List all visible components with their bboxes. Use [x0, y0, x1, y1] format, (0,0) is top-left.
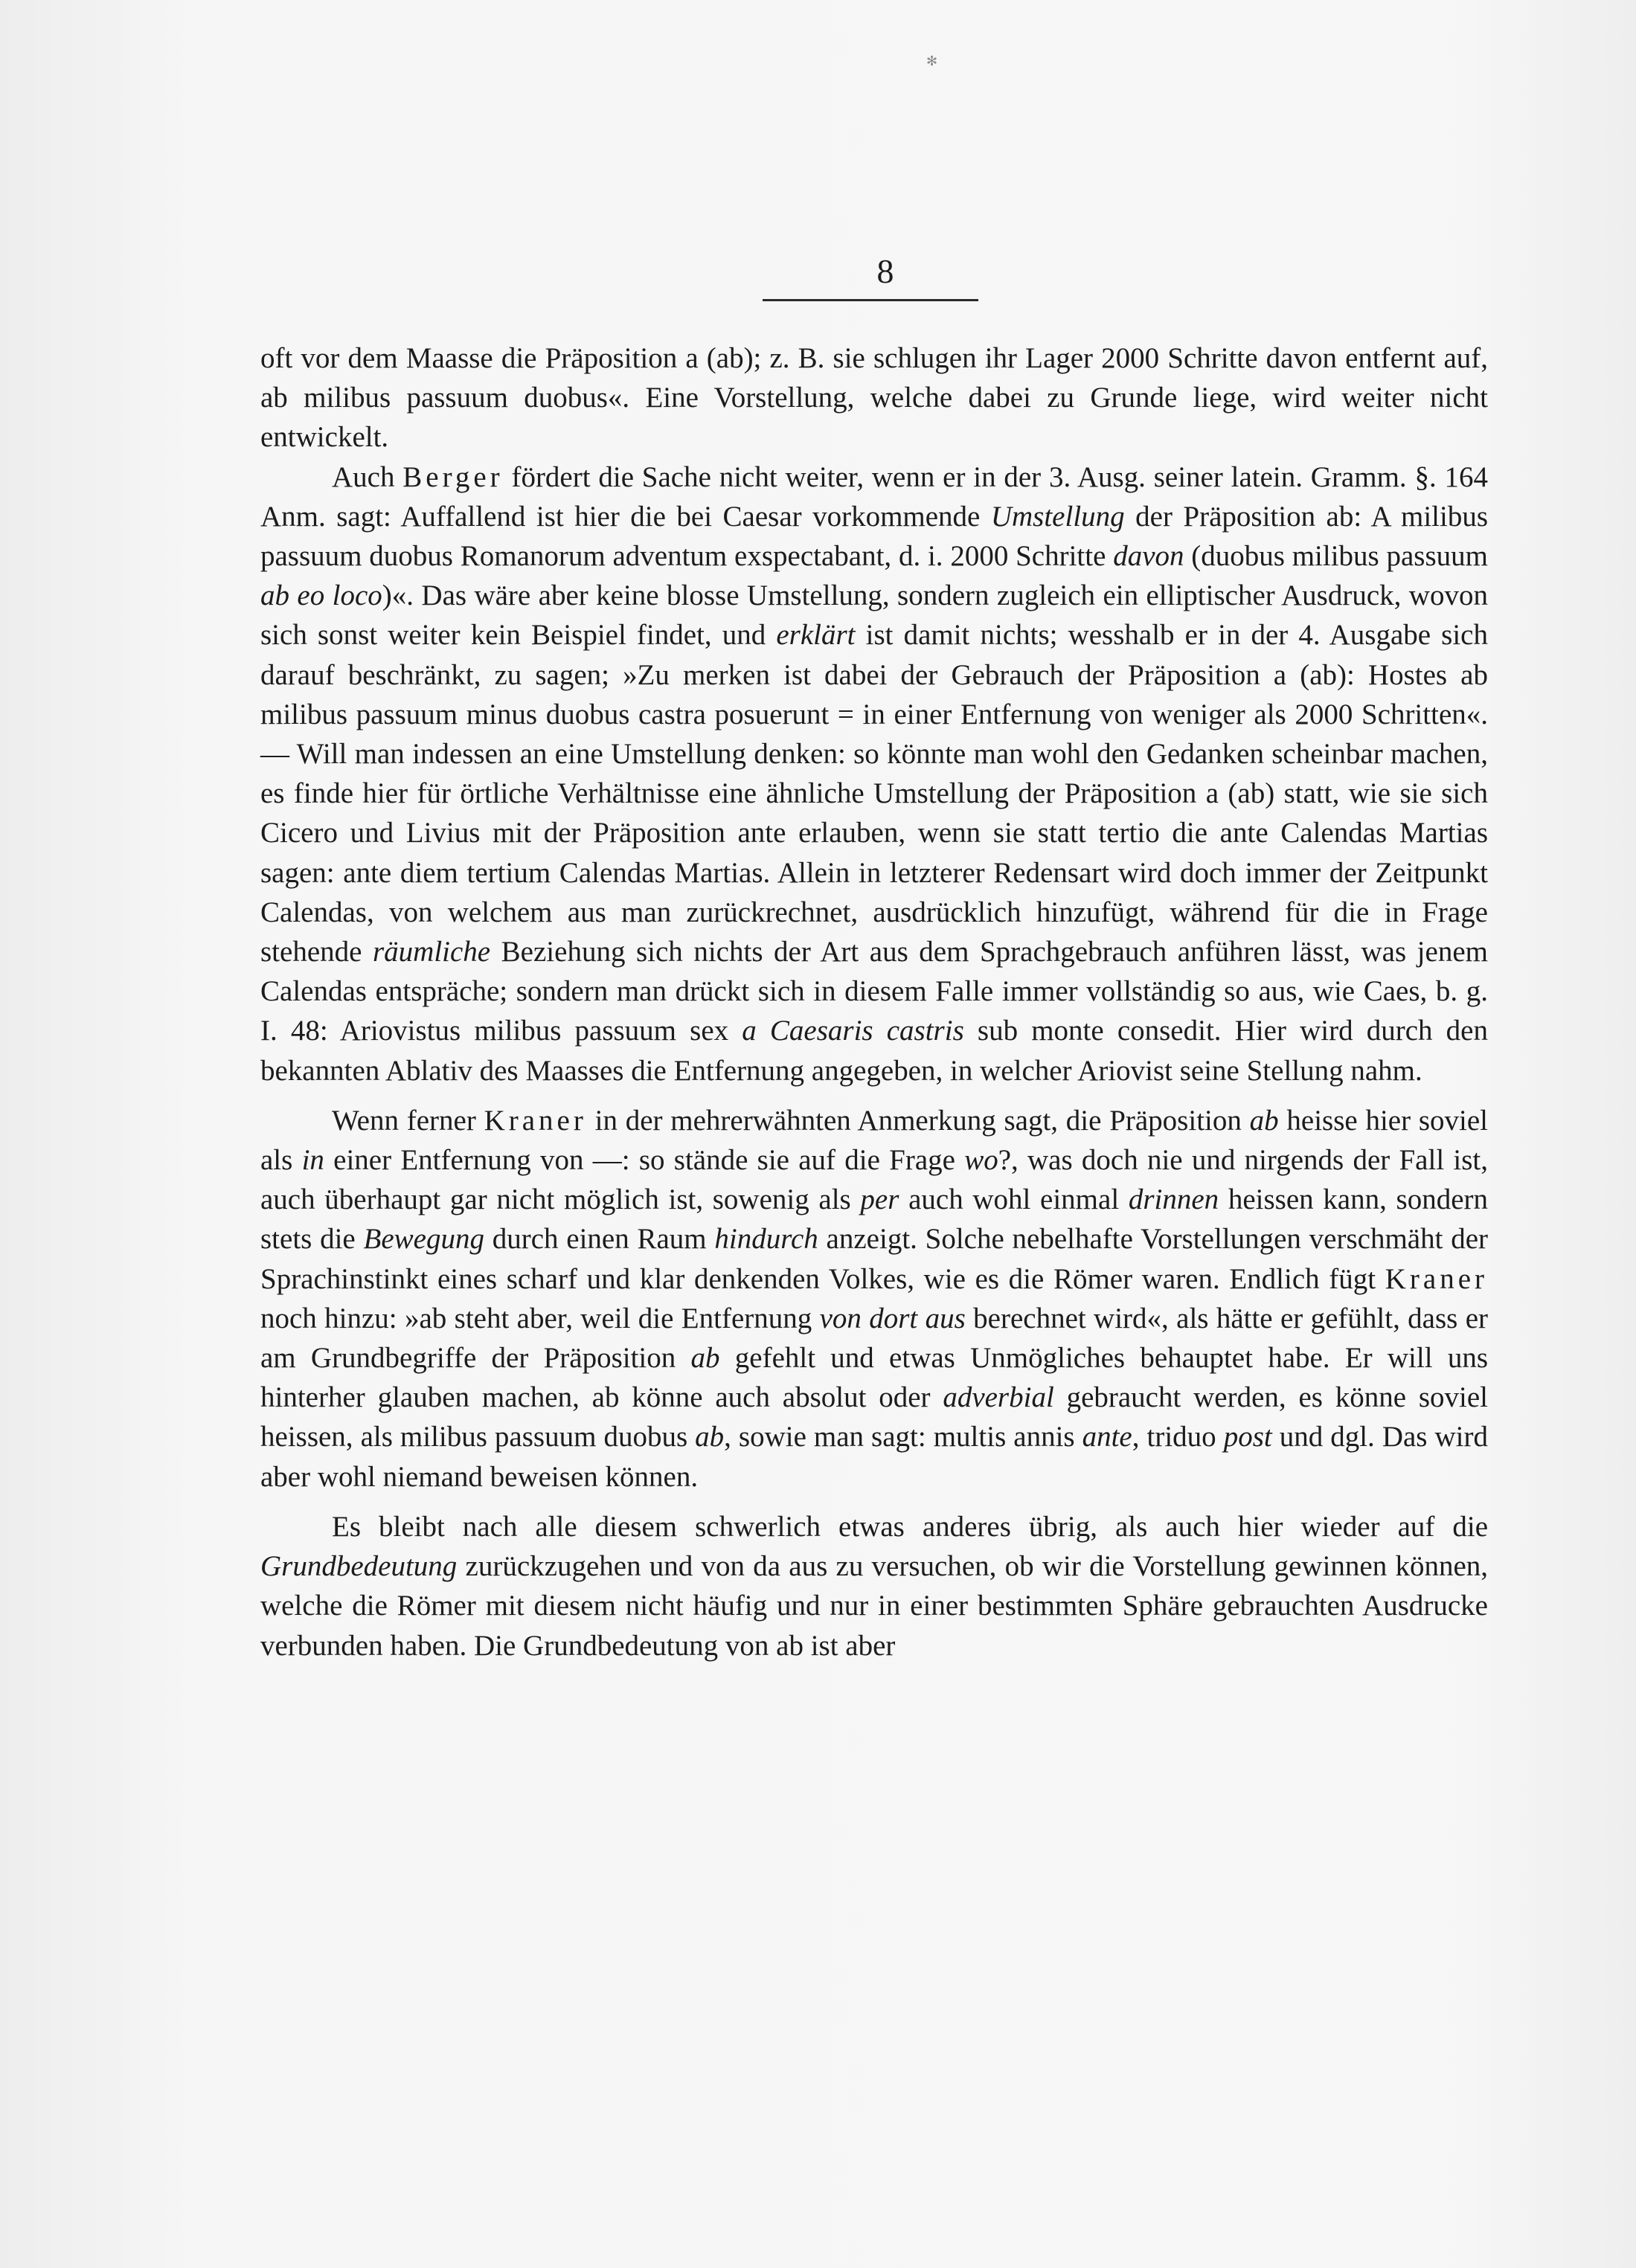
- emphasis-text: in: [301, 1144, 324, 1177]
- emphasis-text: post: [1223, 1421, 1272, 1453]
- emphasis-text: adverbial: [943, 1381, 1054, 1414]
- text-run: (duobus milibus passuum: [1184, 540, 1488, 573]
- author-name: Kraner: [484, 1104, 587, 1137]
- author-name: Berger: [402, 460, 504, 493]
- emphasis-text: Grundbedeutung: [260, 1550, 458, 1583]
- emphasis-text: Bewegung: [363, 1223, 484, 1256]
- emphasis-text: a Caesaris castris: [742, 1015, 964, 1047]
- emphasis-text: erklärt: [776, 619, 856, 652]
- paragraph-4: [260, 1507, 1488, 1665]
- ink-speck: ✻: [926, 54, 938, 69]
- emphasis-text: wo: [964, 1144, 998, 1177]
- emphasis-text: ab: [695, 1421, 725, 1453]
- text-run: ?, was doch nie und nirgends der Fall ist, auch überhaupt gar nicht möglich ist, sowenig als: [260, 1144, 1489, 1216]
- text-run: zurückzugehen und von da aus zu versuchen, ob wir die Vorstellung gewinnen können, welche die Römer mit diesem nicht häufig und nur in einer bestimmten Sphäre gebrauchten Ausdrucke verbunden haben. Die Grundbedeutung von ab ist aber: [260, 1550, 1488, 1662]
- text-run: der Präposition ab: A milibus passuum duobus Romanorum adventum exspectabant, d. i. 2000 Schritte: [260, 500, 1488, 573]
- text-run: und dgl. Das wird aber wohl niemand beweisen können.: [260, 1421, 1488, 1493]
- author-name: Kraner: [1385, 1262, 1488, 1295]
- text-run: noch hinzu: »ab steht aber, weil die Entfernung: [260, 1302, 820, 1334]
- paragraph-2: [260, 457, 1488, 1090]
- emphasis-text: ab: [1249, 1104, 1279, 1137]
- emphasis-text: von dort aus: [819, 1302, 966, 1334]
- emphasis-text: hindurch: [714, 1223, 818, 1256]
- emphasis-text: räumliche: [372, 936, 491, 968]
- emphasis-text: ab eo loco: [260, 579, 382, 612]
- text-run: , sowie man sagt: multis annis: [724, 1421, 1082, 1453]
- paragraph-3: [260, 1101, 1488, 1497]
- emphasis-text: per: [860, 1183, 899, 1216]
- text-run: , triduo: [1132, 1421, 1224, 1453]
- emphasis-text: Umstellung: [990, 500, 1125, 533]
- text-run: einer Entfernung von —: so stände sie auf die Frage: [324, 1144, 965, 1177]
- text-run: sub monte consedit. Hier wird durch den bekannten Ablativ des Maasses die Entfernung angegeben, in welcher Ariovist seine Stellung nahm.: [260, 1015, 1488, 1087]
- text-run: durch einen Raum: [484, 1223, 715, 1256]
- text-run: in der mehrerwähnten Anmerkung sagt, die Präposition: [586, 1104, 1250, 1137]
- paragraph-1: [260, 338, 1488, 457]
- text-run: Auch: [332, 460, 403, 493]
- text-run: fördert die Sache nicht weiter, wenn er in der 3. Ausg. seiner latein. Gramm. §. 164 Anm. sagt: Auffallend ist hier die bei Caesar vorkommende: [260, 460, 1488, 533]
- emphasis-text: davon: [1113, 540, 1184, 573]
- text-run: )«. Das wäre aber keine blosse Umstellung, sondern zugleich ein elliptischer Ausdruck, wovon sich sonst weiter kein Beispiel findet, und: [260, 579, 1488, 652]
- text-run: oft vor dem Maasse die Präposition a (ab); z. B. sie schlugen ihr Lager 2000 Schritte davon entfernt auf, ab milibus passuum duobus«. Eine Vorstellung, welche dabei zu Grunde liege, wird weiter nicht entwickelt.: [260, 342, 1488, 454]
- text-run: Beziehung sich nichts der Art aus dem Sprachgebrauch anführen lässt, was jenem Calendas entspräche; sondern man drückt sich in diesem Falle immer vollständig so aus, wie Caes, b. g. I. 48: Ariovistus milibus passuum sex: [260, 936, 1488, 1047]
- emphasis-text: ante: [1082, 1421, 1132, 1453]
- text-run: Es bleibt nach alle diesem schwerlich etwas anderes übrig, als auch hier wieder auf die: [332, 1510, 1488, 1543]
- page-number: 8: [876, 252, 894, 290]
- emphasis-text: drinnen: [1128, 1183, 1219, 1216]
- text-run: Wenn ferner: [332, 1104, 484, 1137]
- text-run: gefehlt und etwas Unmögliches behauptet habe. Er will uns hinterher glauben machen, ab könne auch absolut oder: [260, 1342, 1488, 1414]
- header-rule: [763, 299, 978, 301]
- emphasis-text: ab: [690, 1342, 720, 1375]
- text-run: berechnet wird«, als hätte er gefühlt, dass er am Grundbegriffe der Präposition: [260, 1302, 1488, 1375]
- body-text: [260, 338, 1488, 1665]
- text-run: gebraucht werden, es könne soviel heissen, als milibus passuum duobus: [260, 1381, 1488, 1453]
- text-run: heissen kann, sondern stets die: [260, 1183, 1488, 1256]
- text-run: anzeigt. Solche nebelhafte Vorstellungen verschmäht der Sprachinstinkt eines scharf und klar denkenden Volkes, wie es die Römer waren. Endlich fügt: [260, 1223, 1489, 1295]
- text-run: heisse hier soviel als: [260, 1104, 1488, 1177]
- text-run: ist damit nichts; wesshalb er in der 4. Ausgabe sich darauf beschränkt, zu sagen; »Zu merken ist dabei der Gebrauch der Präposition a (ab): Hostes ab milibus passuum minus duobus castra posuerunt = in einer Entfernung von weniger als 2000 Schritten«. — Will man indessen an eine Umstellung denken: so könnte man wohl den Gedanken scheinbar machen, es finde hier für örtliche Verhältnisse eine ähnliche Umstellung der Präposition a (ab) statt, wie sie sich Cicero und Livius mit der Präposition ante erlauben, wenn sie statt tertio die ante Calendas Martias sagen: ante diem tertium Calendas Martias. Allein in letzterer Redensart wird doch immer der Zeitpunkt Calendas, von welchem aus man zurückrechnet, ausdrücklich hinzufügt, während für die in Frage stehende: [260, 619, 1488, 968]
- text-run: auch wohl einmal: [899, 1183, 1129, 1216]
